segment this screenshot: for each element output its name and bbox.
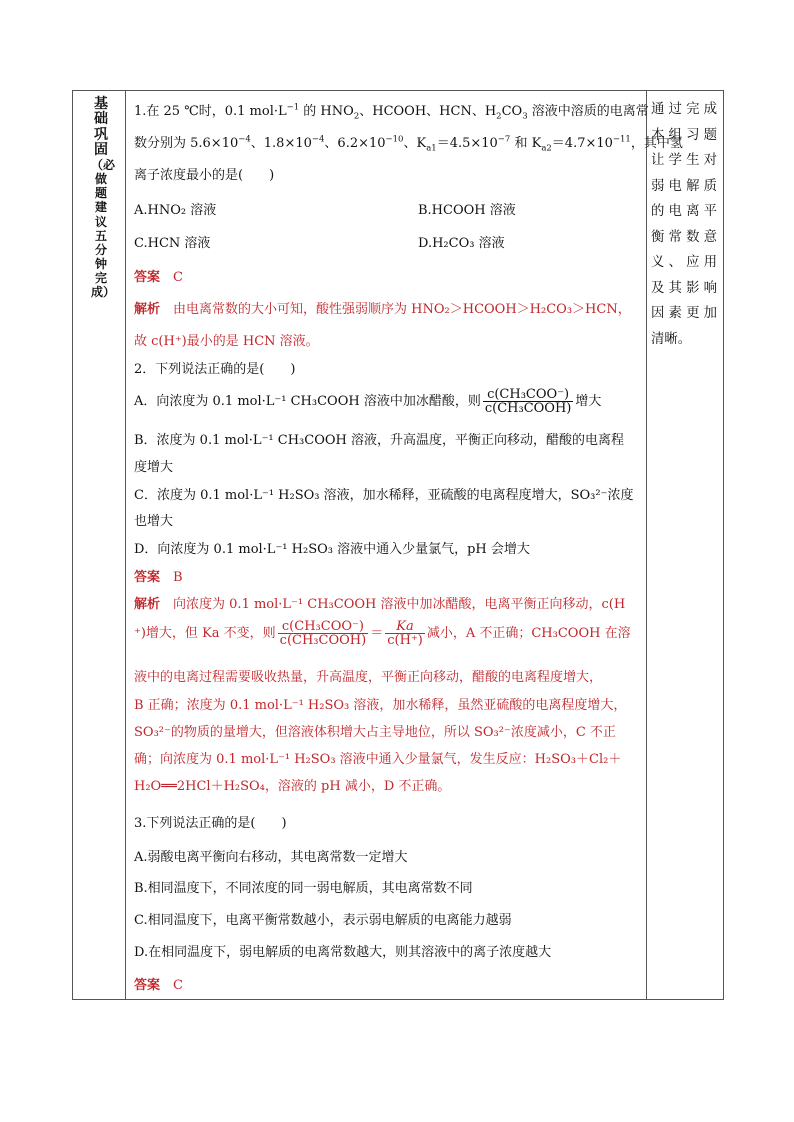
q2-explanation-1: 解析 向浓度为 0.1 mol·L⁻¹ CH₃COOH 溶液中加冰醋酸，电离平衡正向移动，c(H xyxy=(134,597,626,612)
q1-line-1: 1.在 25 ℃时，0.1 $mol\cdot L^{-1}$ 的 $HNO_2$、HCOOH、HCN、$H_2CO_3$ 溶液中溶质的电离常 xyxy=(134,102,649,122)
side-label xyxy=(91,96,116,300)
q2-explanation-fraction-2: $\frac{Ka}{c(H^+)}$ xyxy=(387,619,423,648)
q2-explanation-2: ⁺)增大，但 Ka 不变，则 $\frac{\text{c(CH₃COO⁻)}}{\text{c(CH₃COOH)}}$ ＝ $\frac{Ka}{c(H^+)}$ 减小，A 不正确；CH₃COOH 在溶 xyxy=(134,619,631,648)
q1-answer: 答案 C xyxy=(134,270,183,285)
q2-option-c-2: 也增大 xyxy=(134,514,174,529)
q2-option-b-1: B．浓度为 0.1 mol·L⁻¹ CH₃COOH 溶液，升高温度，平衡正向移动，醋酸的电离程 xyxy=(134,433,625,448)
column-divider-left xyxy=(125,91,126,999)
q2-option-a: A．向浓度为 0.1 mol·L⁻¹ CH₃COOH 溶液中加冰醋酸，则 $\frac{\text{c(CH₃COO⁻)}}{\text{c(CH₃COOH)}}$ 增大 xyxy=(134,387,602,416)
q1-option-a: A.HNO₂ 溶液 xyxy=(134,203,217,218)
teaching-note: 通过完成本组习题让学生对弱电解质的电离平衡常数意义、应用及其影响因素更加清晰。 xyxy=(651,102,717,347)
side-label-sub: （必做题建议五分钟完成） xyxy=(91,158,116,300)
q3-stem: 3.下列说法正确的是( ) xyxy=(134,816,287,831)
q2-explanation-5: SO₃²⁻的物质的量增大，但溶液体积增大占主导地位，所以 SO₃²⁻浓度减小，C 不正 xyxy=(134,725,616,740)
q2-explanation-fraction-1: $\frac{\text{c(CH₃COO⁻)}}{\text{c(CH₃COOH)}}$ xyxy=(279,619,367,648)
q3-option-b: B.相同温度下，不同浓度的同一弱电解质，其电离常数不同 xyxy=(134,881,473,896)
q2-option-b-2: 度增大 xyxy=(134,460,174,475)
q2-fraction: $\frac{\text{c(CH₃COO⁻)}}{\text{c(CH₃COOH)}}$ xyxy=(484,387,572,416)
q2-explanation-4: B 正确；浓度为 0.1 mol·L⁻¹ H₂SO₃ 溶液，加水稀释，虽然亚硫酸的电离程度增大， xyxy=(134,698,627,713)
q1-option-b: B.HCOOH 溶液 xyxy=(418,203,516,218)
q3-option-c: C.相同温度下，电离平衡常数越小，表示弱电解质的电离能力越弱 xyxy=(134,913,512,928)
q1-explanation-1: 解析 由电离常数的大小可知，酸性强弱顺序为 HNO₂＞HCOOH＞H₂CO₃＞HCN， xyxy=(134,302,631,317)
side-label-main: 基础巩固 xyxy=(94,96,108,158)
q3-option-d: D.在相同温度下，弱电解质的电离常数越大，则其溶液中的离子浓度越大 xyxy=(134,945,552,960)
q3-answer: 答案 C xyxy=(134,978,183,993)
q2-explanation-7: H₂O══2HCl＋H₂SO₄，溶液的 pH 减小，D 不正确。 xyxy=(134,779,451,794)
q2-option-d: D．向浓度为 0.1 mol·L⁻¹ H₂SO₃ 溶液中通入少量氯气，pH 会增大 xyxy=(134,542,530,557)
q1-line-2: 数分别为 $5.6\times 10^{-4}$、$1.8\times 10^{-4}$、$6.2\times 10^{-10}$、$K_{a1}=4.5\times 10^{-7}$ 和 $K_{a2}=4.7\times 10^{-11}$，其中氢 xyxy=(134,134,683,154)
q1-explanation-2: 故 c(H⁺)最小的是 HCN 溶液。 xyxy=(134,334,319,349)
q2-answer: 答案 B xyxy=(134,570,183,585)
q2-explanation-3: 液中的电离过程需要吸收热量，升高温度，平衡正向移动，醋酸的电离程度增大， xyxy=(134,670,603,685)
column-divider-right xyxy=(646,91,647,999)
q2-stem: 2．下列说法正确的是( ) xyxy=(134,362,296,377)
q1-line-3: 离子浓度最小的是( ) xyxy=(134,168,275,183)
q1-option-d: D.H₂CO₃ 溶液 xyxy=(418,236,505,251)
q3-option-a: A.弱酸电离平衡向右移动，其电离常数一定增大 xyxy=(134,850,408,865)
q2-explanation-6: 确；向浓度为 0.1 mol·L⁻¹ H₂SO₃ 溶液中通入少量氯气，发生反应：H₂SO₃＋Cl₂＋ xyxy=(134,752,622,767)
q2-option-c-1: C．浓度为 0.1 mol·L⁻¹ H₂SO₃ 溶液，加水稀释，亚硫酸的电离程度增大，SO₃²⁻浓度 xyxy=(134,488,634,503)
q1-option-c: C.HCN 溶液 xyxy=(134,236,211,251)
